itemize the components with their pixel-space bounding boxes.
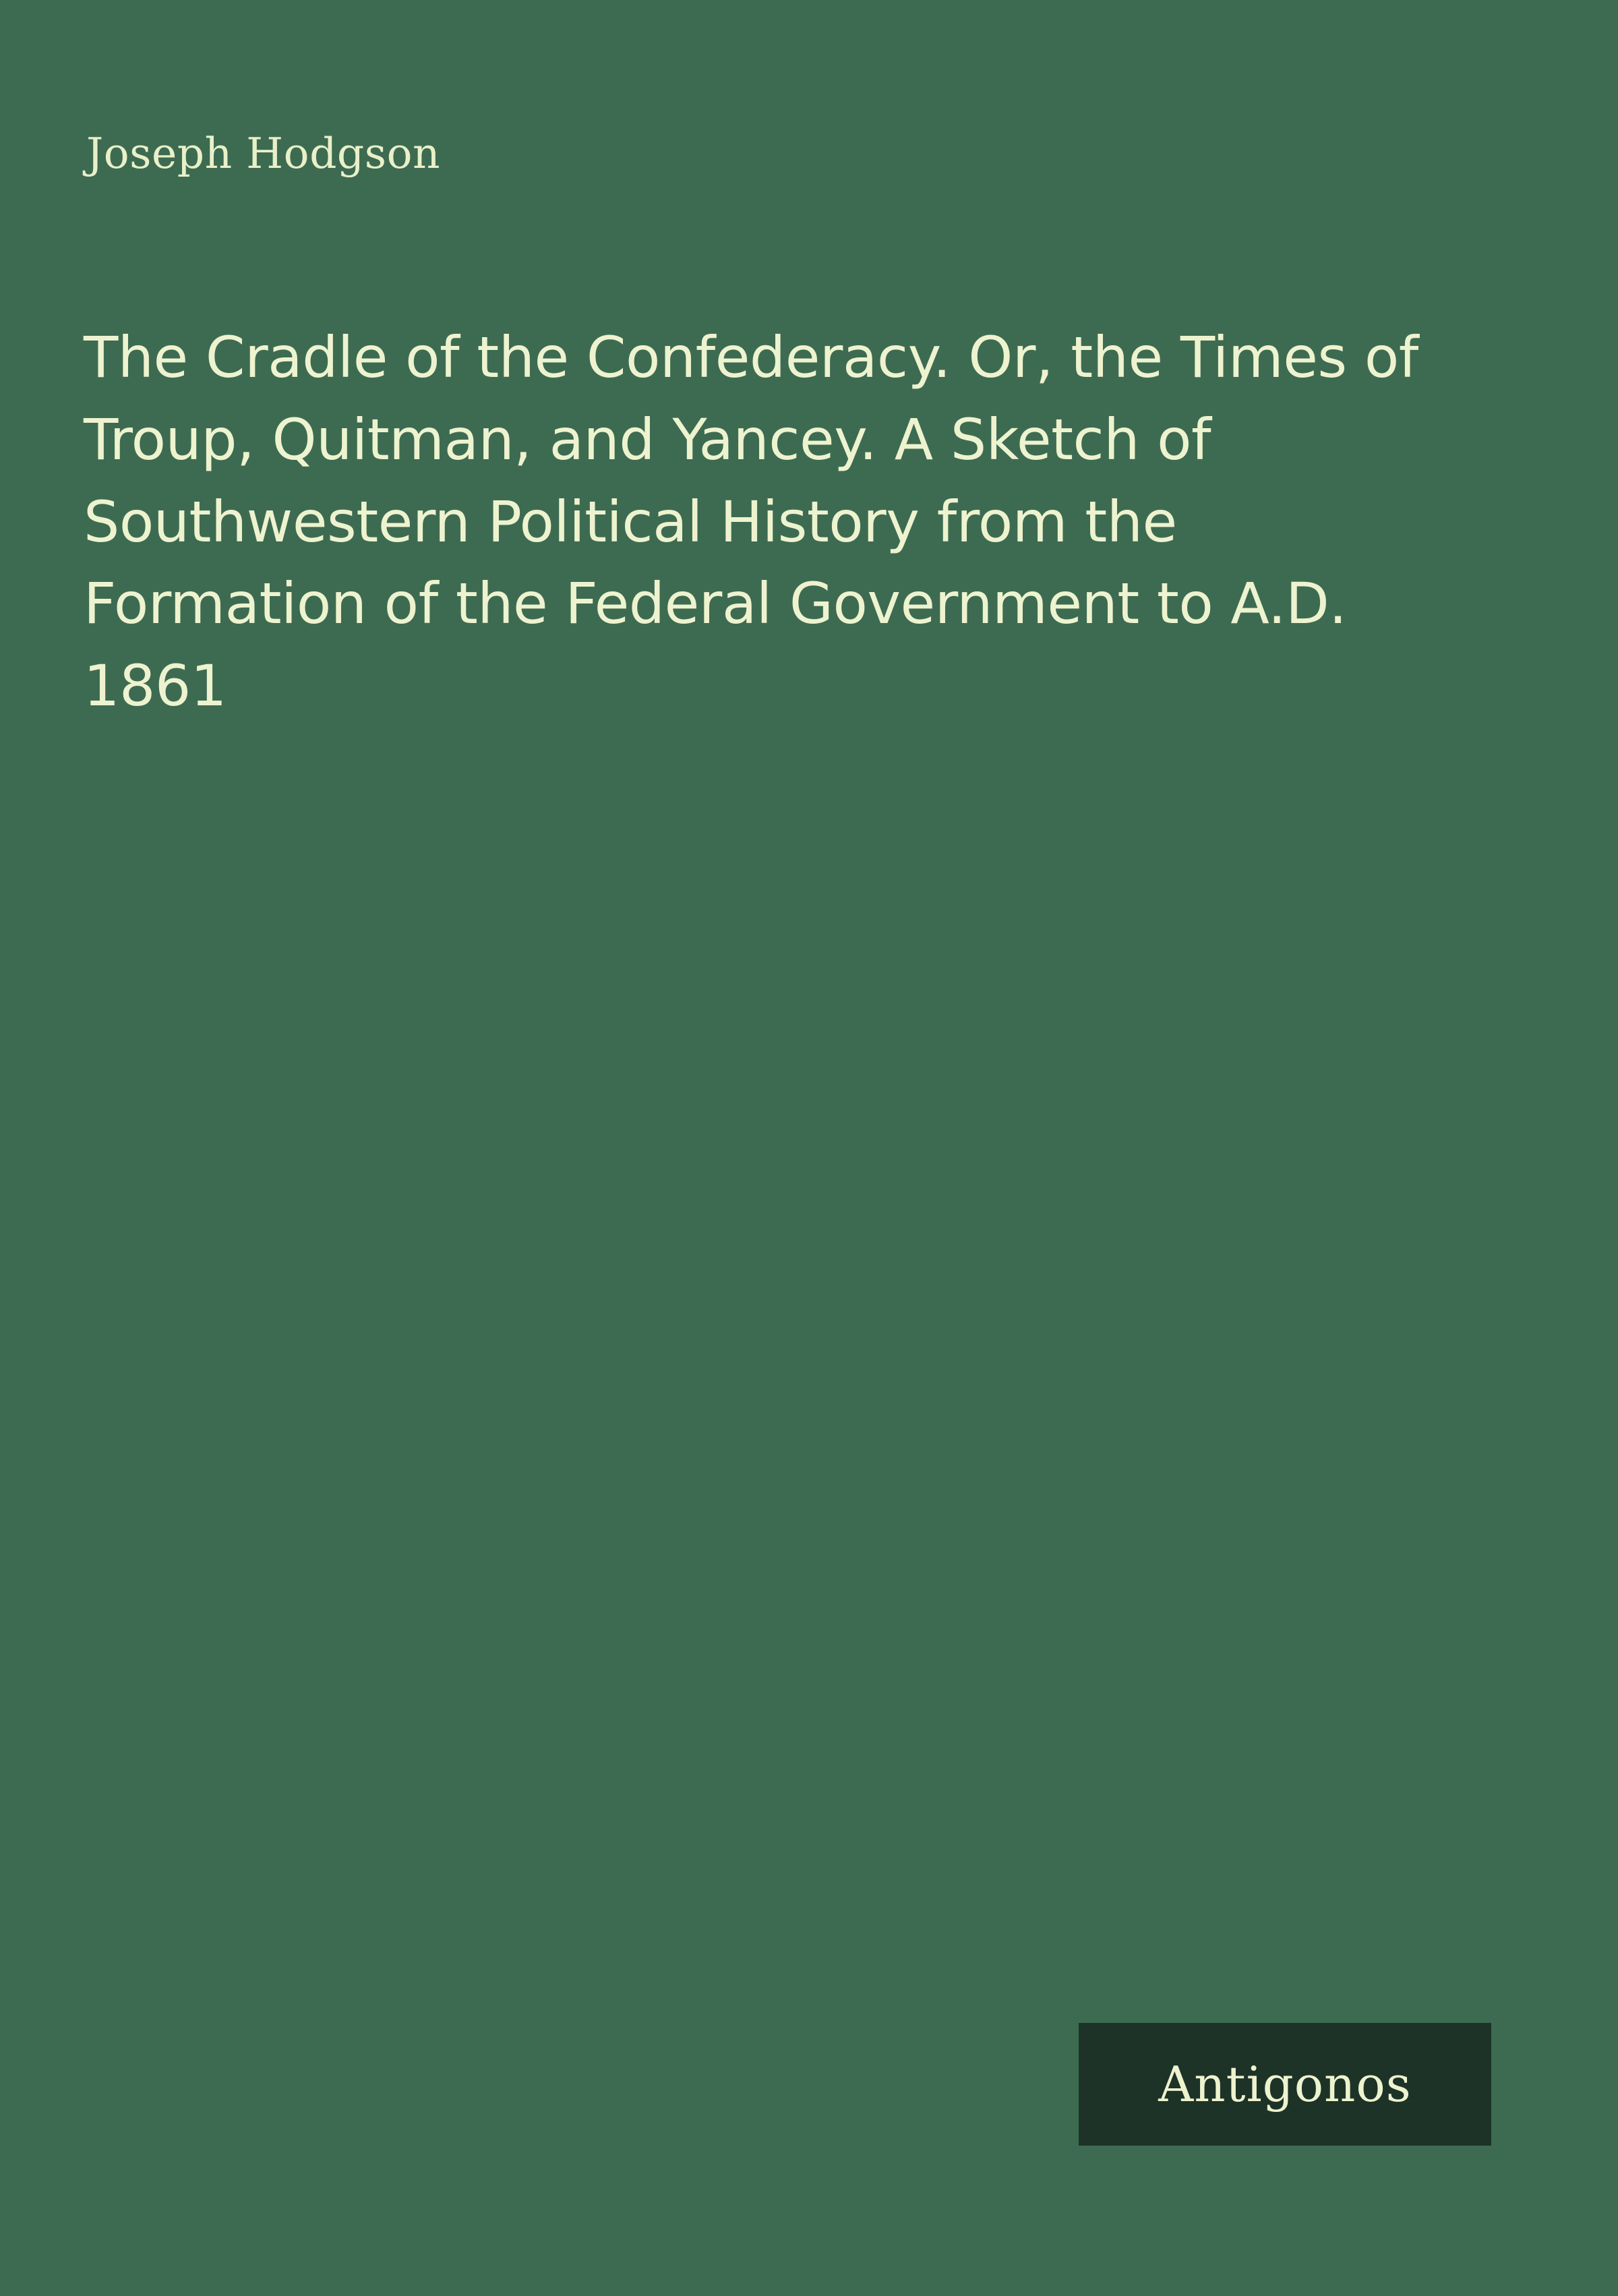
book-title: The Cradle of the Confederacy. Or, the Times of Troup, Quitman, and Yancey. A Sketch of Southwestern Political History from the Formation of the Federal Government to A.D. 1861: [84, 324, 1418, 719]
publisher-badge: [1079, 2023, 1491, 2146]
author-name: Joseph Hodgson: [86, 129, 441, 178]
publisher-name: Antigonos: [1158, 2056, 1412, 2113]
